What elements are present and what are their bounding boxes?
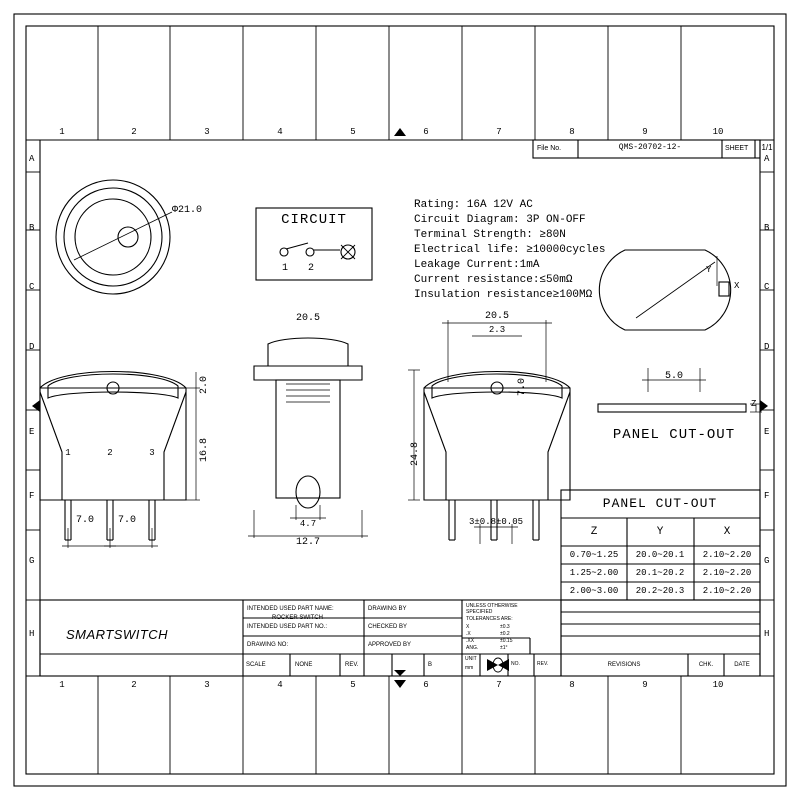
- company-name: SMARTSWITCH: [66, 627, 169, 642]
- zone-left-d: D: [29, 342, 35, 352]
- zone-bottom-1: 1: [59, 680, 65, 690]
- zone-top-1: 1: [59, 127, 65, 137]
- rev-label: REV.: [345, 662, 359, 668]
- zone-bottom-2: 2: [131, 680, 137, 690]
- unit-label: UNIT: [465, 656, 477, 662]
- panel-cutout-view-title: PANEL CUT-OUT: [612, 427, 736, 443]
- front-view-pin-2: 2: [107, 448, 113, 458]
- front-view-dim-spacing-2: 7.0: [117, 515, 137, 526]
- zone-right-d: D: [764, 342, 770, 352]
- spec-terminal-strength: Terminal Strength: ≥80N: [414, 229, 566, 241]
- tolerance-key-x: X: [466, 624, 470, 630]
- field-label-drawing-by: DRAWING BY: [368, 606, 407, 612]
- field-label-part-name: INTENDED USED PART NAME:: [247, 606, 334, 612]
- panel-cutout-table-header-z: Z: [590, 526, 598, 538]
- zone-left-h: H: [29, 629, 35, 639]
- table-row: 20.0~20.1: [635, 550, 685, 560]
- side-view-dim-width: 20.5: [295, 313, 321, 324]
- zone-top-4: 4: [277, 127, 283, 137]
- table-row: 2.00~3.00: [569, 586, 619, 596]
- front-view-dim-height: 16.8: [199, 437, 210, 462]
- panel-cutout-dim-x: X: [734, 281, 740, 291]
- circuit-terminal-2: 2: [307, 263, 315, 274]
- zone-bottom-7: 7: [496, 680, 502, 690]
- zone-left-a: A: [29, 154, 35, 164]
- tolerance-value-ang: ±1°: [500, 645, 508, 651]
- sheet-value: 1/1: [761, 143, 773, 152]
- spec-insulation-resistance: Insulation resistance≥100MΩ: [414, 289, 593, 301]
- tolerance-key-dxx: .XX: [466, 638, 475, 644]
- zone-left-b: B: [29, 223, 35, 233]
- top-view-inner-circle: [64, 188, 162, 286]
- section-view-dim-overall: 24.8: [410, 441, 421, 466]
- front-view-dim-spacing-1: 7.0: [75, 515, 95, 526]
- field-label-part-no: INTENDED USED PART NO.:: [247, 624, 328, 630]
- side-view-cap: [268, 338, 348, 366]
- table-row: 2.10~2.20: [702, 586, 752, 596]
- zone-left-e: E: [29, 427, 35, 437]
- section-view-dim-flange: 7.0: [517, 377, 528, 396]
- side-view-flange: [254, 366, 362, 380]
- side-view-dim-pin-width: 4.7: [299, 519, 317, 529]
- diameter-leader: [74, 212, 172, 260]
- panel-cutout-dim-thickness: 5.0: [664, 371, 684, 382]
- spec-leakage-current: Leakage Current:1mA: [414, 259, 540, 271]
- zone-left-g: G: [29, 556, 35, 566]
- field-label-approved-by: APPROVED BY: [368, 642, 412, 648]
- section-view-dim-pin-thick: 3±0.8±0.05: [468, 517, 524, 527]
- front-view-dim-top: 2.0: [199, 375, 210, 394]
- scale-label: SCALE: [246, 662, 266, 668]
- panel-cutout-shape: [599, 250, 730, 330]
- panel-cutout-dim-y: Y: [706, 265, 712, 275]
- zone-top-8: 8: [569, 127, 575, 137]
- zone-bottom-4: 4: [277, 680, 283, 690]
- zone-left-c: C: [29, 282, 35, 292]
- tolerance-note-line2: SPECIFIED: [466, 609, 493, 615]
- revisions-col-rev: REV.: [537, 661, 549, 667]
- file-no-value: QMS-20702-12-: [618, 143, 682, 152]
- side-view-dim-depth: 12.7: [295, 537, 321, 548]
- side-view-body: [276, 380, 340, 498]
- top-view-outer-circle: [56, 180, 170, 294]
- zone-top-9: 9: [642, 127, 648, 137]
- revisions-col-title: REVISIONS: [607, 662, 641, 668]
- zone-bottom-9: 9: [642, 680, 648, 690]
- file-no-label: File No.: [537, 145, 562, 152]
- zone-right-g: G: [764, 556, 770, 566]
- unit-value: mm: [465, 665, 474, 671]
- panel-cutout-table-header-x: X: [723, 526, 731, 538]
- table-row: 2.10~2.20: [702, 568, 752, 578]
- zone-top-7: 7: [496, 127, 502, 137]
- zone-bottom-6: 6: [423, 680, 429, 690]
- tolerance-key-ang: ANG.: [466, 645, 479, 651]
- zone-right-b: B: [764, 223, 770, 233]
- spec-electrical-life: Electrical life: ≥10000cycles: [414, 244, 606, 256]
- zone-top-10: 10: [712, 127, 724, 137]
- top-view-diameter-label: Φ21.0: [172, 205, 203, 216]
- table-row: 1.25~2.00: [569, 568, 619, 578]
- tolerance-key-dx: .X: [466, 631, 471, 637]
- zone-right-h: H: [764, 629, 770, 639]
- spec-circuit-diagram: Circuit Diagram: 3P ON-OFF: [414, 214, 586, 226]
- circuit-title: CIRCUIT: [281, 212, 347, 228]
- top-view-button: [75, 199, 151, 275]
- tolerance-value-x: ±0.3: [500, 624, 510, 630]
- zone-bottom-10: 10: [712, 680, 724, 690]
- table-row: 0.70~1.25: [569, 550, 619, 560]
- rev-value: B: [428, 662, 433, 668]
- revisions-col-chk: CHK.: [698, 662, 714, 668]
- zone-bottom-8: 8: [569, 680, 575, 690]
- sheet-label: SHEET: [725, 145, 749, 152]
- table-row: 20.1~20.2: [635, 568, 685, 578]
- front-view-pin-1: 1: [65, 448, 71, 458]
- field-label-drawing-no: DRAWING NO:: [247, 642, 289, 648]
- field-value-part-name: ROCKER SWITCH: [272, 615, 323, 621]
- panel-cutout-dim-z: Z: [751, 399, 757, 409]
- zone-right-a: A: [764, 154, 770, 164]
- panel-cutout-table-header-y: Y: [656, 526, 664, 538]
- zone-right-e: E: [764, 427, 770, 437]
- panel-cutout-table-title: PANEL CUT-OUT: [602, 496, 718, 511]
- side-view-pin-hole: [296, 476, 320, 508]
- zone-top-3: 3: [204, 127, 210, 137]
- table-row: 20.2~20.3: [635, 586, 685, 596]
- zone-right-c: C: [764, 282, 770, 292]
- zone-top-2: 2: [131, 127, 137, 137]
- tolerance-note-line1: UNLESS OTHERWISE: [466, 603, 518, 609]
- tolerance-value-dx: ±0.2: [500, 631, 510, 637]
- zone-top-6: 6: [423, 127, 429, 137]
- table-row: 2.10~2.20: [702, 550, 752, 560]
- panel-cutout-notch: [719, 282, 729, 296]
- inner-border: [26, 26, 774, 774]
- zone-bottom-5: 5: [350, 680, 356, 690]
- tolerance-note-line3: TOLERANCES ARE:: [466, 616, 513, 622]
- spec-current-resistance: Current resistance:≤50mΩ: [414, 274, 573, 286]
- zone-right-f: F: [764, 491, 770, 501]
- panel-thickness-strip: [598, 404, 746, 412]
- revisions-col-date: DATE: [734, 662, 750, 668]
- section-view-dim-thread: 2.3: [488, 325, 506, 335]
- zone-left-f: F: [29, 491, 35, 501]
- zone-bottom-3: 3: [204, 680, 210, 690]
- field-label-checked-by: CHECKED BY: [368, 624, 408, 630]
- zone-top-5: 5: [350, 127, 356, 137]
- tolerance-value-dxx: ±0.15: [500, 638, 513, 644]
- front-view-pin-3: 3: [149, 448, 155, 458]
- revisions-col-no: NO.: [511, 661, 520, 667]
- section-view-dim-width: 20.5: [484, 311, 510, 322]
- spec-rating: Rating: 16A 12V AC: [414, 199, 533, 211]
- scale-value: NONE: [295, 662, 313, 668]
- circuit-terminal-1: 1: [281, 263, 289, 274]
